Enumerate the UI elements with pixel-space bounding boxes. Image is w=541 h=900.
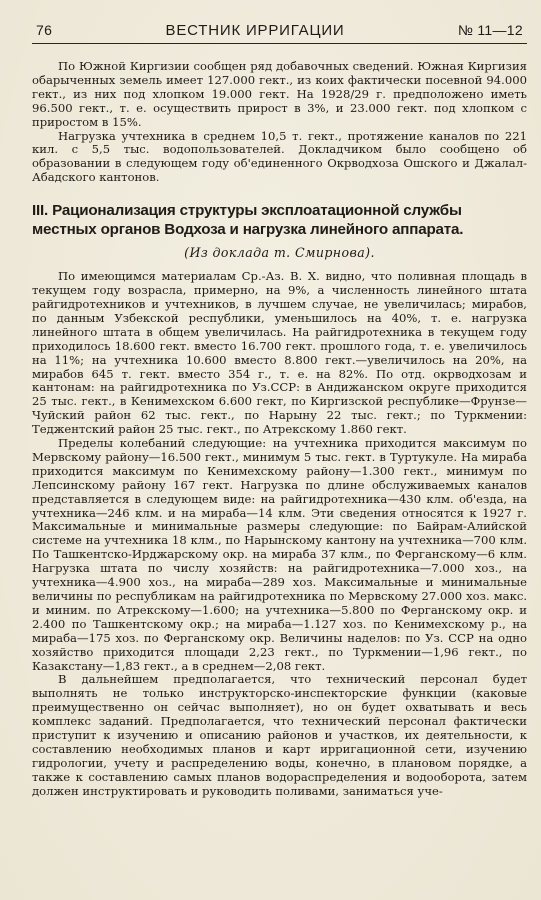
running-head [32, 22, 527, 44]
body-paragraph-2: Пределы колебаний следующие: на учтехника приходится максимум по Мервскому району—16.500 гект., минимум 5 тыс. гект. в Туртукуле. На мираба приходится максимум по Кенимехскому району—1.300 гект., минимум по Лепсинскому району 167 гект. Нагрузка по длине обслуживаемых каналов представляется в следующем виде: на райгидротехника—430 клм. об'езда, на учтехника—246 клм. и на мираба—14 клм. Эти сведения относятся к 1927 г. Максимальные и минимальные размеры следующие: по Байрам-Алийской системе на учтехника 18 клм., по Нарынскому кантону на учтехника—700 клм. По Ташкентско-Ирджарскому окр. на мираба 37 клм., по Ферганскому—6 клм. Нагрузка штата по числу хозяйств: на райгидротехника—7.000 хоз., на учтехника—4.900 хоз., на мираба—289 хоз. Максимальные и минимальные величины по республикам на райгидротехника по Мервскому 27.000 хоз. макс. и миним. по Атрекскому—1.600; на учтехника—5.800 по Ферганскому окр. и 2.400 по Ташкентскому окр.; на мираба—1.127 хоз. по Кенимехскому р., на мираба—175 хоз. по Ферганскому окр. Величины наделов: по Уз. ССР на одно хозяйство приходится площади 2,23 гект., по Туркмении—1,96 гект., по Казакстану—1,83 гект., а в среднем—2,08 гект. [32, 436, 527, 673]
section-body [32, 270, 527, 798]
section-byline: (Из доклада т. Смирнова). [184, 245, 375, 261]
intro-paragraph-2: Нагрузка учтехника в среднем 10,5 т. гект., протяжение каналов по 221 кил. с 5,5 тыс. водопользователей. Докладчиком было сообщено об образовании в следующем году об'единенного Окрводхоза Ошского и Джалал-Абадского кантонов. [32, 128, 527, 185]
section-heading: III. Рационализация структуры эксплоатационной службы местных органов Водхоза и нагрузка линейного аппарата. [32, 202, 464, 239]
body-paragraph-1: По имеющимся материалам Ср.-Аз. В. Х. видно, что поливная площадь в текущем году возрасла, примерно, на 9%, а численность линейного штата райгидротехников и учтехников, в лучшем случае, не увеличилась; мирабов, по данным Узбекской республики, уменьшилось на 40%, т. е. нагрузка линейного штата в общем увеличилась. На райгидротехника в текущем году приходилось 18.600 гект. вместо 16.700 гект. прошлого года, т. е. увеличилось на 11%; на учтехника 10.600 вместо 8.800 гект.—увеличилось на 20%, на мирабов 645 т. гект. вместо 354 г., т. е. на 82%. По отд. окрводхозам и кантонам: на райгидротехника по Уз.ССР: в Андижанском округе приходится 25 тыс. гект., в Кенимехском 6.600 гект, по Киргизской республике—Фрунзе—Чуйский район 62 тыс. гект., по Нарыну 22 тыс. гект.; по Туркмении: Теджентский район 25 тыс. гект., по Атрекскому 1.860 гект. [32, 269, 527, 437]
journal-title: ВЕСТНИК ИРРИГАЦИИ [165, 22, 345, 39]
issue-number: № 11—12 [457, 22, 523, 38]
body-paragraph-3: В дальнейшем предполагается, что технический персонал будет выполнять не только инструкторско-инспекторские функции (каковые преимущественно он сейчас выполняет), но он будет охватывать и весь комплекс заданий. Предполагается, что технический персонал фактически приступит к изучению и описанию районов и участков, их деятельности, к составлению необходимых планов и карт ирригационной сети, изучению гидрологии, учету и распределению воды, конечно, в плановом порядке, а также к составлению самых планов водораспределения и водооборота, затем должен инструктировать и руководить поливами, заниматься уче- [32, 672, 527, 798]
intro-block [32, 60, 527, 185]
page-number: 76 [36, 22, 53, 38]
intro-paragraph-1: По Южной Киргизии сообщен ряд добавочных сведений. Южная Киргизия обарыченных земель имеет 127.000 гект., из коих фактически посевной 94.000 гект., из них под хлопком 19.000 гект. На 1928/29 г. предположено иметь 96.500 гект., т. е. осуществить прирост в 3%, и 23.000 гект. под хлопком с приростом в 15%. [32, 59, 527, 129]
